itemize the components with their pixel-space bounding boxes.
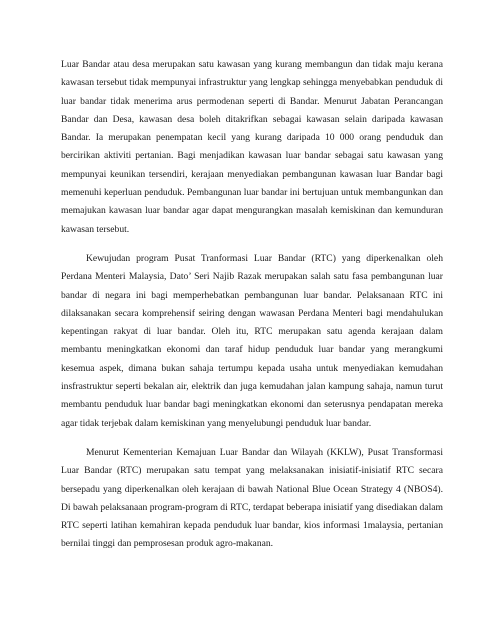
- document-body: [61, 56, 443, 565]
- paragraph-3: Menurut Kementerian Kemajuan Luar Bandar dan Wilayah (KKLW), Pusat Transformasi Luar Bandar (RTC) merupakan satu tempat yang melaksanakan inisiatif-inisiatif RTC secara bersepadu yang diperkenalkan oleh kerajaan di bawah National Blue Ocean Strategy 4 (NBOS4). Di bawah pelaksanaan program-program di RTC, terdapat beberapa inisiatif yang disediakan dalam RTC seperti latihan kemahiran kepada penduduk luar bandar, kios informasi 1malaysia, pertanian bernilai tinggi dan pemprosesan produk agro-makanan.: [61, 446, 443, 550]
- paragraph-2: Kewujudan program Pusat Tranformasi Luar Bandar (RTC) yang diperkenalkan oleh Perdana Menteri Malaysia, Dato’ Seri Najib Razak merupakan salah satu fasa pembangunan luar bandar di negara ini bagi memperhebatkan pembangunan luar bandar. Pelaksanaan RTC ini dilaksanakan secara komprehensif seiring dengan wawasan Perdana Menteri bagi mendahulukan kepentingan rakyat di luar bandar. Oleh itu, RTC merupakan satu agenda kerajaan dalam membantu meningkatkan ekonomi dan taraf hidup penduduk luar bandar yang merangkumi kesemua aspek, dimana bukan sahaja tertumpu kepada usaha untuk menyediakan kemudahan insfrastruktur seperti bekalan air, elektrik dan juga kemudahan jalan kampung sahaja, namun turut membantu penduduk luar bandar bagi meningkatkan ekonomi dan seterusnya pendapatan mereka agar tidak terjebak dalam kemiskinan yang menyelubungi penduduk luar bandar.: [61, 252, 443, 429]
- paragraph-1: Luar Bandar atau desa merupakan satu kawasan yang kurang membangun dan tidak maju kerana kawasan tersebut tidak mempunyai infrastruktur yang lengkap sehingga menyebabkan penduduk di luar bandar tidak menerima arus permodenan seperti di Bandar. Menurut Jabatan Perancangan Bandar dan Desa, kawasan desa boleh ditakrifkan sebagai kawasan selain daripada kawasan Bandar. Ia merupakan penempatan kecil yang kurang daripada 10 000 orang penduduk dan bercirikan aktiviti pertanian. Bagi menjadikan kawasan luar bandar sebagai satu kawasan yang mempunyai keunikan tersendiri, kerajaan menyediakan pembangunan kawasan luar Bandar bagi memenuhi keperluan penduduk. Pembangunan luar bandar ini bertujuan untuk membangunkan dan memajukan kawasan luar bandar agar dapat mengurangkan masalah kemiskinan dan kemunduran kawasan tersebut.: [61, 59, 443, 235]
